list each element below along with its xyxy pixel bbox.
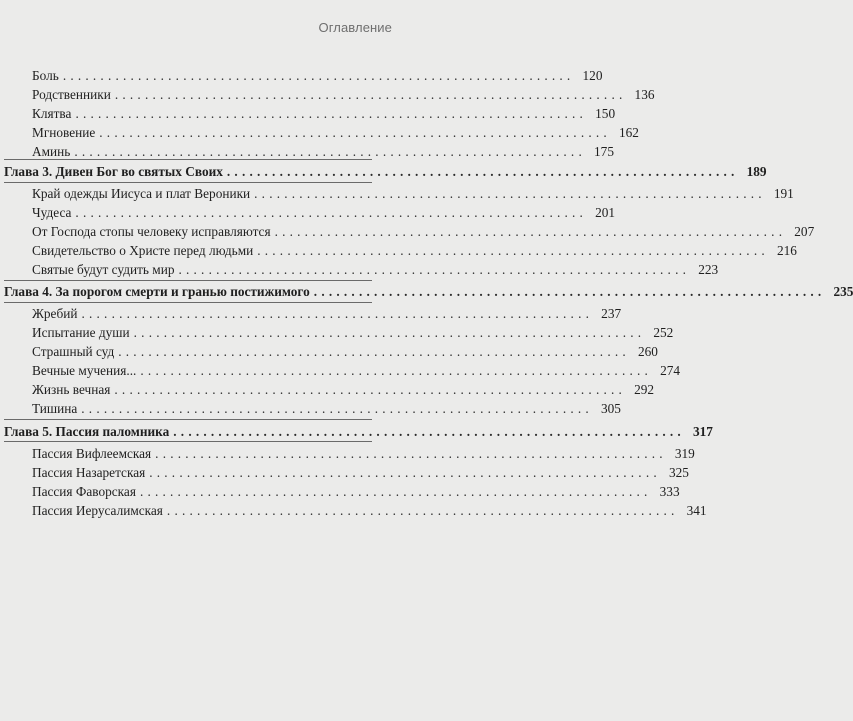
toc-entry bbox=[32, 484, 680, 503]
toc-entry-title: Край одежды Иисуса и плат Вероники bbox=[32, 186, 251, 201]
toc-entry-page: 292 bbox=[634, 382, 655, 397]
toc-entry bbox=[32, 186, 794, 205]
toc-entry bbox=[32, 363, 681, 382]
toc-entry-page: 191 bbox=[773, 186, 794, 201]
toc-entry-title: Вечные мучения... bbox=[32, 363, 137, 378]
section-divider bbox=[4, 159, 372, 160]
toc-entry bbox=[32, 106, 616, 125]
dot-leader: .................................................................... bbox=[75, 205, 588, 220]
dot-leader: .................................................................... bbox=[173, 424, 685, 439]
toc-entry-page: 201 bbox=[595, 205, 616, 220]
toc-entry-page: 237 bbox=[601, 306, 622, 321]
toc-entry bbox=[32, 243, 797, 262]
toc-entry-title: Пассия Фаворская bbox=[32, 484, 136, 499]
toc-entry bbox=[32, 87, 655, 106]
toc-chapter-heading bbox=[4, 164, 767, 183]
toc-entry bbox=[32, 144, 614, 163]
dot-leader: .................................................................... bbox=[149, 465, 661, 480]
toc-entry-title: Пассия Назаретская bbox=[32, 465, 146, 480]
dot-leader: .................................................................... bbox=[75, 106, 588, 121]
dot-leader: .................................................................... bbox=[313, 284, 826, 299]
dot-leader: .................................................................... bbox=[114, 382, 627, 397]
toc-entry bbox=[32, 382, 655, 401]
toc-entry-title: Жизнь вечная bbox=[32, 382, 111, 397]
toc-entry bbox=[32, 224, 815, 243]
dot-leader: .................................................................... bbox=[62, 68, 575, 83]
dot-leader: .................................................................... bbox=[140, 363, 653, 378]
toc-entry-page: 175 bbox=[594, 144, 614, 159]
toc-chapter-title: Глава 4. За порогом смерти и гранью постижимого bbox=[4, 284, 310, 299]
toc-entry-title: Клятва bbox=[32, 106, 72, 121]
dot-leader: .................................................................... bbox=[81, 401, 593, 416]
dot-leader: .................................................................... bbox=[257, 243, 769, 258]
toc-entry-page: 150 bbox=[595, 106, 616, 121]
toc-entry-page: 216 bbox=[776, 243, 797, 258]
toc-entry-title: Страшный суд bbox=[32, 344, 115, 359]
toc-entry-page: 223 bbox=[698, 262, 719, 277]
toc-chapter-heading bbox=[4, 284, 853, 303]
toc-entry-page: 260 bbox=[637, 344, 658, 359]
dot-leader: .................................................................... bbox=[99, 125, 611, 140]
dot-leader: .................................................................... bbox=[139, 484, 652, 499]
toc-chapter-title: Глава 5. Пассия паломника bbox=[4, 424, 170, 439]
toc-chapter-page: 317 bbox=[692, 424, 713, 439]
toc-entry-title: Пассия Иерусалимская bbox=[32, 503, 163, 518]
toc-entry-page: 341 bbox=[686, 503, 707, 518]
toc-entry-page: 325 bbox=[668, 465, 689, 480]
toc-entry-page: 319 bbox=[674, 446, 695, 461]
toc-entry-page: 162 bbox=[618, 125, 639, 140]
section-divider bbox=[4, 441, 372, 442]
dot-leader: .................................................................... bbox=[118, 344, 630, 359]
dot-leader: .................................................................... bbox=[81, 306, 594, 321]
toc-entry-title: Испытание души bbox=[32, 325, 130, 340]
toc-entry-title: Аминь bbox=[32, 144, 71, 159]
toc-entry bbox=[32, 306, 622, 325]
toc-entry bbox=[32, 344, 658, 363]
toc-entry-title: Пассия Вифлеемская bbox=[32, 446, 152, 461]
toc-entry-title: Родственники bbox=[32, 87, 111, 102]
toc-chapter-page: 189 bbox=[746, 164, 767, 179]
toc-entry bbox=[32, 401, 621, 420]
section-divider bbox=[4, 419, 372, 420]
section-divider bbox=[4, 280, 372, 281]
toc-entry-title: Жребий bbox=[32, 306, 78, 321]
toc-entry-page: 274 bbox=[660, 363, 681, 378]
toc-entry bbox=[32, 503, 707, 522]
toc-entry-title: Боль bbox=[32, 68, 59, 83]
dot-leader: .................................................................... bbox=[254, 186, 766, 201]
toc-chapter-page: 235 bbox=[833, 284, 853, 299]
toc-entry-page: 136 bbox=[634, 87, 655, 102]
toc-entry bbox=[32, 125, 639, 144]
dot-leader: .................................................................... bbox=[155, 446, 667, 461]
dot-leader: .................................................................... bbox=[274, 224, 787, 239]
toc-entry-page: 120 bbox=[582, 68, 603, 83]
toc-entry-title: Чудеса bbox=[32, 205, 72, 220]
dot-leader: .................................................................... bbox=[226, 164, 739, 179]
toc-chapter-title: Глава 3. Дивен Бог во святых Своих bbox=[4, 164, 223, 179]
toc-entry bbox=[32, 68, 603, 87]
section-divider bbox=[4, 302, 372, 303]
toc-entry-page: 207 bbox=[794, 224, 815, 239]
toc-entry-page: 252 bbox=[653, 325, 674, 340]
running-head: Оглавление bbox=[318, 20, 392, 35]
toc-entry-page: 333 bbox=[659, 484, 680, 499]
toc-entry-title: Свидетельство о Христе перед людьми bbox=[32, 243, 254, 258]
toc-entry-page: 305 bbox=[600, 401, 621, 416]
toc-entry bbox=[32, 205, 616, 224]
toc-entry bbox=[32, 325, 674, 344]
dot-leader: .................................................................... bbox=[178, 262, 691, 277]
dot-leader: .................................................................... bbox=[166, 503, 679, 518]
dot-leader: .................................................................... bbox=[74, 144, 586, 159]
toc-entry bbox=[32, 262, 719, 281]
toc-entry bbox=[32, 465, 689, 484]
toc-entry-title: От Господа стопы человеку исправляются bbox=[32, 224, 271, 239]
toc-entry-title: Тишина bbox=[32, 401, 78, 416]
toc-entry bbox=[32, 446, 695, 465]
dot-leader: .................................................................... bbox=[133, 325, 646, 340]
toc-entry-title: Святые будут судить мир bbox=[32, 262, 175, 277]
toc-entry-title: Мгновение bbox=[32, 125, 96, 140]
dot-leader: .................................................................... bbox=[114, 87, 627, 102]
section-divider bbox=[4, 182, 372, 183]
